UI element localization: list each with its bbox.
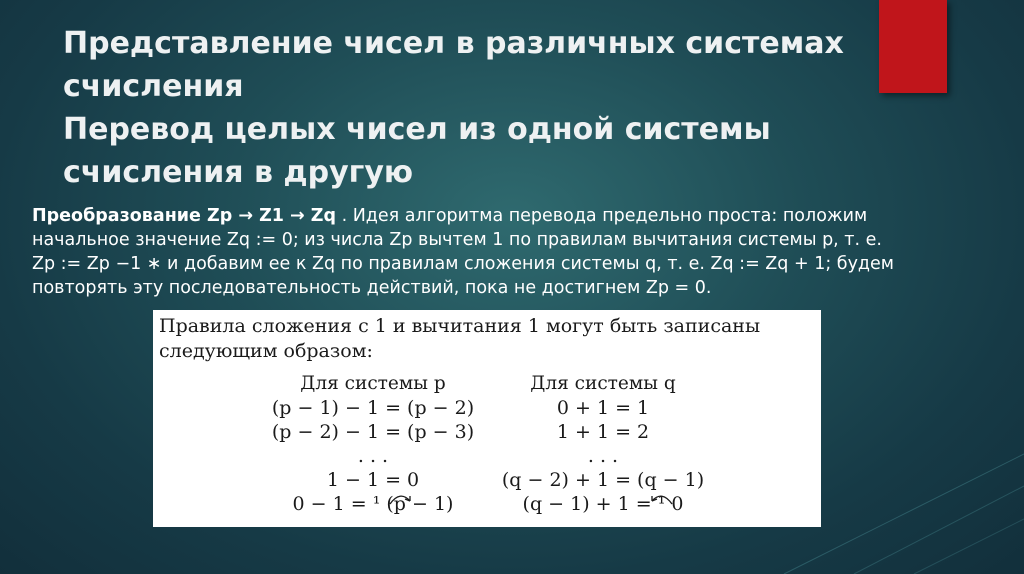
paragraph-line-4: повторять эту последовательность действий, пока не достигнем Zp = 0.	[32, 278, 712, 298]
system-q-header: Для системы q	[530, 373, 676, 394]
rules-intro	[159, 314, 819, 364]
paragraph-line-3: Zp := Zp −1 ∗ и добавим ее к Zq по правилам сложения системы q, т. е. Zq := Zq + 1; будем	[32, 254, 895, 274]
title-line: счисления	[63, 69, 244, 104]
system-p-header: Для системы p	[300, 373, 446, 394]
paragraph-line-2: начальное значение Zq := 0; из числа Zp вычтем 1 по правилам вычитания системы р, т. е.	[32, 230, 882, 250]
system-p-rule: (p − 1) − 1 = (p − 2)	[271, 397, 475, 419]
system-q-ellipsis: . . .	[587, 445, 619, 467]
system-q-rule: (q − 2) + 1 = (q − 1)	[501, 469, 705, 491]
borrow-arc-icon	[388, 490, 414, 506]
rules-intro-line: Правила сложения с 1 и вычитания 1 могут быть записаны	[159, 315, 761, 337]
system-q-rule: 0 + 1 = 1	[556, 397, 650, 419]
slide-title	[63, 22, 873, 194]
title-line: счисления в другую	[63, 155, 414, 190]
carry-arc-icon	[648, 490, 674, 506]
rules-intro-line: следующим образом:	[159, 340, 373, 362]
system-p-column	[253, 372, 493, 516]
paragraph-lead: Преобразование Zp → Z1 → Zq	[32, 206, 337, 226]
title-line: Перевод целых чисел из одной системы	[63, 112, 771, 147]
algorithm-paragraph	[32, 204, 1007, 300]
rules-image	[153, 310, 821, 527]
system-p-rule: (p − 2) − 1 = (p − 3)	[271, 421, 475, 443]
system-q-carry-rule: (q − 1) + 1 = ¹ 0	[522, 493, 684, 515]
title-line: Представление чисел в различных системах	[63, 26, 844, 61]
system-q-rule: 1 + 1 = 2	[556, 421, 650, 443]
paragraph-line-1-rest: . Идея алгоритма перевода предельно проста: положим	[336, 206, 868, 226]
system-p-rule: 1 − 1 = 0	[326, 469, 420, 491]
system-p-ellipsis: . . .	[357, 445, 389, 467]
red-corner-tab	[879, 0, 947, 93]
paragraph-line-1	[32, 204, 1007, 228]
system-q-column	[478, 372, 728, 516]
system-p-borrow-rule: 0 − 1 = ¹ (p − 1)	[292, 493, 454, 515]
